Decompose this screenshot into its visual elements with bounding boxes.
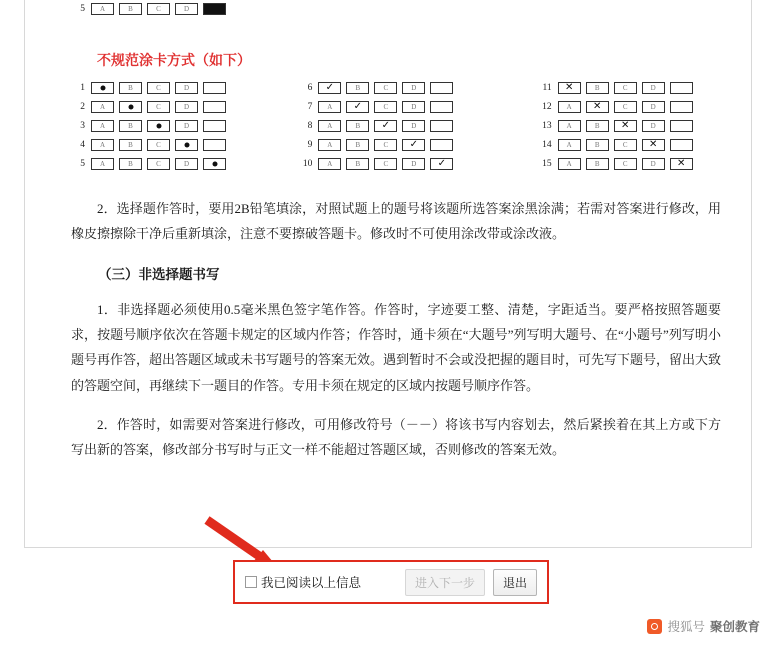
answer-bubble[interactable]	[91, 158, 114, 170]
bubble-letter: D	[183, 83, 190, 92]
answer-bubble[interactable]	[558, 158, 581, 170]
answer-bubble[interactable]	[346, 120, 369, 132]
answer-bubble[interactable]	[346, 139, 369, 151]
bubble-letter: C	[383, 102, 389, 111]
bubble-row	[71, 99, 284, 115]
answer-bubble[interactable]	[402, 158, 425, 170]
answer-bubble[interactable]	[175, 139, 198, 151]
answer-bubble[interactable]	[430, 158, 453, 170]
bubble-letter: B	[128, 140, 133, 149]
answer-bubble[interactable]	[374, 120, 397, 132]
paragraph-fill-rules: 2．选择题作答时，要用2B铅笔填涂，对照试题上的题号将该题所选答案涂黑涂满；若需对答案进行修改，用橡皮擦擦除干净后重新填涂，注意不要擦破答题卡。修改时不可使用涂改带或涂改液。	[71, 201, 721, 242]
answer-bubble[interactable]	[614, 158, 637, 170]
watermark-prefix: 搜狐号	[667, 620, 705, 634]
answer-bubble[interactable]	[318, 120, 341, 132]
answer-bubble[interactable]	[642, 139, 665, 151]
bubble-row	[298, 118, 511, 134]
answer-bubble[interactable]	[147, 3, 170, 15]
bubble-letter: A	[99, 140, 106, 149]
answer-bubble[interactable]	[558, 120, 581, 132]
bubble-letter: B	[128, 4, 133, 13]
bubble-row	[538, 99, 751, 115]
bubble-row-number: 5	[80, 4, 85, 14]
bubble-row-number: 11	[542, 83, 552, 93]
bubble-letter: A	[327, 140, 333, 149]
bubble-letter: C	[622, 102, 628, 111]
bubble-row-number: 7	[307, 102, 313, 112]
bubble-row-number: 2	[80, 102, 85, 112]
paragraph-revision-rules: 2．作答时，如需要对答案进行修改，可用修改符号（－－）将该书写内容划去，然后紧挨着在其上方或下方写出新的答案，修改部分书写时与正文一样不能超过答题区域，否则修改的答案无效。	[71, 417, 721, 458]
bubble-row	[71, 1, 231, 17]
bubble-letter: D	[650, 159, 656, 168]
bubble-letter: B	[355, 140, 361, 149]
next-step-button[interactable]: 进入下一步	[405, 569, 485, 596]
bubble-letter: C	[156, 140, 161, 149]
answer-bubble[interactable]	[374, 82, 397, 94]
bubble-grid-columns	[25, 80, 751, 175]
bubble-letter: A	[99, 102, 106, 111]
bubble-row	[538, 156, 751, 172]
bubble-letter: A	[566, 102, 572, 111]
bubble-row-number: 14	[542, 140, 552, 150]
answer-bubble[interactable]	[175, 158, 198, 170]
answer-bubble[interactable]	[175, 3, 198, 15]
answer-bubble[interactable]	[147, 139, 170, 151]
bubble-row-number: 3	[80, 121, 85, 131]
answer-bubble[interactable]	[614, 82, 637, 94]
bubble-row	[298, 156, 511, 172]
answer-bubble[interactable]	[642, 82, 665, 94]
answer-bubble[interactable]	[175, 120, 198, 132]
bubble-letter: A	[99, 159, 106, 168]
bubble-row	[538, 118, 751, 134]
answer-bubble[interactable]	[119, 101, 142, 113]
agreement-checkbox-wrapper[interactable]	[245, 573, 397, 591]
answer-bubble[interactable]	[430, 120, 453, 132]
bubble-row	[71, 80, 284, 96]
bubble-letter: D	[411, 102, 417, 111]
bubble-letter: B	[594, 121, 600, 130]
answer-bubble[interactable]	[670, 158, 693, 170]
bubble-letter: C	[156, 102, 161, 111]
answer-bubble[interactable]	[318, 158, 341, 170]
answer-bubble[interactable]	[346, 82, 369, 94]
answer-bubble[interactable]	[119, 120, 142, 132]
answer-bubble[interactable]	[430, 82, 453, 94]
bubble-letter: A	[99, 4, 106, 13]
answer-bubble[interactable]	[614, 101, 637, 113]
bubble-row-number: 1	[80, 83, 85, 93]
answer-bubble[interactable]	[586, 101, 609, 113]
section-heading-non-choice: （三）非选择题书写	[98, 266, 220, 282]
answer-bubble[interactable]	[175, 82, 198, 94]
bubble-row-number: 4	[80, 140, 85, 150]
irregular-fill-warning-title: 不规范涂卡方式（如下）	[97, 54, 251, 69]
answer-bubble[interactable]	[119, 82, 142, 94]
answer-bubble[interactable]	[402, 101, 425, 113]
answer-bubble[interactable]	[670, 82, 693, 94]
answer-bubble[interactable]	[642, 158, 665, 170]
bubble-letter: D	[411, 121, 417, 130]
bubble-letter: A	[327, 159, 333, 168]
answer-bubble[interactable]	[147, 120, 170, 132]
answer-bubble[interactable]	[119, 158, 142, 170]
bubble-letter: D	[183, 102, 190, 111]
answer-bubble[interactable]	[318, 101, 341, 113]
bubble-letter: A	[327, 121, 333, 130]
bubble-letter: A	[566, 159, 572, 168]
answer-bubble[interactable]	[558, 139, 581, 151]
answer-bubble[interactable]	[374, 158, 397, 170]
bubble-row-number: 15	[542, 159, 552, 169]
answer-bubble[interactable]	[430, 101, 453, 113]
answer-bubble[interactable]	[586, 158, 609, 170]
watermark-name: 聚创教育	[709, 620, 760, 634]
answer-bubble[interactable]	[91, 101, 114, 113]
answer-bubble[interactable]	[91, 139, 114, 151]
bubble-letter: B	[128, 121, 133, 130]
answer-bubble[interactable]	[402, 82, 425, 94]
answer-bubble[interactable]	[175, 101, 198, 113]
bubble-letter: D	[650, 121, 656, 130]
bubble-grid-col-1	[25, 80, 284, 175]
bubble-row-number: 13	[542, 121, 552, 131]
answer-bubble[interactable]	[402, 120, 425, 132]
bubble-letter: B	[594, 83, 600, 92]
answer-bubble[interactable]	[374, 139, 397, 151]
answer-bubble[interactable]	[430, 139, 453, 151]
instruction-body	[71, 196, 721, 477]
bubble-letter: C	[622, 83, 628, 92]
bubble-row	[71, 156, 284, 172]
bubble-letter: C	[156, 159, 161, 168]
answer-bubble[interactable]	[147, 158, 170, 170]
bubble-letter: D	[650, 102, 656, 111]
bubble-letter: B	[128, 83, 133, 92]
bubble-letter: A	[566, 121, 572, 130]
answer-bubble[interactable]	[670, 120, 693, 132]
bubble-row-number: 6	[307, 83, 313, 93]
bubble-row	[71, 137, 284, 153]
answer-bubble[interactable]	[203, 139, 226, 151]
answer-bubble[interactable]	[670, 101, 693, 113]
bubble-letter: B	[594, 140, 600, 149]
agreement-checkbox-label[interactable]: 我已阅读以上信息	[261, 576, 362, 590]
answer-bubble[interactable]	[147, 82, 170, 94]
bubble-letter: C	[156, 83, 161, 92]
answer-bubble[interactable]	[586, 139, 609, 151]
bubble-grid-top	[71, 0, 231, 20]
bubble-letter: D	[183, 121, 190, 130]
answer-bubble[interactable]	[670, 139, 693, 151]
exam-instruction-page	[24, 0, 752, 548]
answer-bubble[interactable]	[147, 101, 170, 113]
bubble-letter: C	[622, 159, 628, 168]
bubble-row-number: 9	[307, 140, 313, 150]
bubble-row	[298, 99, 511, 115]
bubble-grid-col-3	[512, 80, 751, 175]
answer-bubble[interactable]	[91, 3, 114, 15]
sohu-logo-icon	[647, 619, 662, 634]
bubble-row	[298, 80, 511, 96]
bubble-letter: B	[594, 159, 600, 168]
bubble-letter: D	[650, 83, 656, 92]
agreement-checkbox[interactable]	[245, 576, 257, 588]
answer-bubble[interactable]	[614, 139, 637, 151]
answer-bubble[interactable]	[91, 120, 114, 132]
bubble-row	[71, 118, 284, 134]
answer-bubble[interactable]	[203, 82, 226, 94]
agreement-footer-bar	[233, 560, 549, 604]
bubble-row-number: 5	[80, 159, 85, 169]
answer-bubble[interactable]	[203, 120, 226, 132]
answer-bubble[interactable]	[558, 82, 581, 94]
bubble-letter: A	[566, 140, 572, 149]
bubble-letter: B	[355, 83, 361, 92]
answer-bubble[interactable]	[402, 139, 425, 151]
answer-bubble[interactable]	[586, 120, 609, 132]
bubble-letter: C	[383, 159, 389, 168]
answer-bubble[interactable]	[642, 101, 665, 113]
bubble-letter: A	[99, 121, 106, 130]
answer-bubble[interactable]	[558, 101, 581, 113]
answer-bubble[interactable]	[642, 120, 665, 132]
answer-bubble[interactable]	[318, 82, 341, 94]
bubble-row-number: 10	[302, 159, 313, 169]
bubble-row	[538, 137, 751, 153]
answer-bubble[interactable]	[203, 101, 226, 113]
bubble-row-number: 8	[307, 121, 313, 131]
bubble-grid-col-2	[284, 80, 511, 175]
bubble-letter: B	[355, 121, 361, 130]
watermark	[647, 617, 760, 635]
bubble-letter: D	[411, 83, 417, 92]
answer-bubble[interactable]	[91, 82, 114, 94]
bubble-letter: C	[383, 83, 389, 92]
answer-bubble[interactable]	[203, 3, 226, 15]
bubble-row	[538, 80, 751, 96]
paragraph-writing-rules: 1．非选择题必须使用0.5毫米黑色签字笔作答。作答时，字迹要工整、清楚，字距适当。要严格按照答题要求，按题号顺序依次在答题卡规定的区域内作答；作答时，通卡须在“大题号”列写明大题号、在“小题号”列写明小题号再作答，超出答题区域或未书写题号的答案无效。遇到暂时不会或没把握的题目时，可先写下题号，留出大致的答题空间，再继续下一题目的作答。专用卡须在规定的区域内按题号顺序作答。	[71, 301, 722, 393]
bubble-letter: C	[622, 140, 628, 149]
bubble-letter: C	[383, 140, 389, 149]
bubble-letter: B	[128, 159, 133, 168]
answer-bubble[interactable]	[614, 120, 637, 132]
answer-bubble[interactable]	[119, 139, 142, 151]
answer-bubble[interactable]	[586, 82, 609, 94]
answer-bubble[interactable]	[374, 101, 397, 113]
bubble-letter: D	[411, 159, 417, 168]
bubble-row	[298, 137, 511, 153]
answer-bubble[interactable]	[318, 139, 341, 151]
bubble-letter: C	[156, 4, 161, 13]
bubble-letter: B	[355, 159, 361, 168]
bubble-letter: D	[183, 4, 190, 13]
exit-button[interactable]: 退出	[493, 569, 537, 596]
answer-bubble[interactable]	[119, 3, 142, 15]
answer-bubble[interactable]	[203, 158, 226, 170]
bubble-row-number: 12	[542, 102, 552, 112]
answer-bubble[interactable]	[346, 101, 369, 113]
answer-bubble[interactable]	[346, 158, 369, 170]
bubble-letter: A	[327, 102, 333, 111]
bubble-letter: D	[183, 159, 190, 168]
